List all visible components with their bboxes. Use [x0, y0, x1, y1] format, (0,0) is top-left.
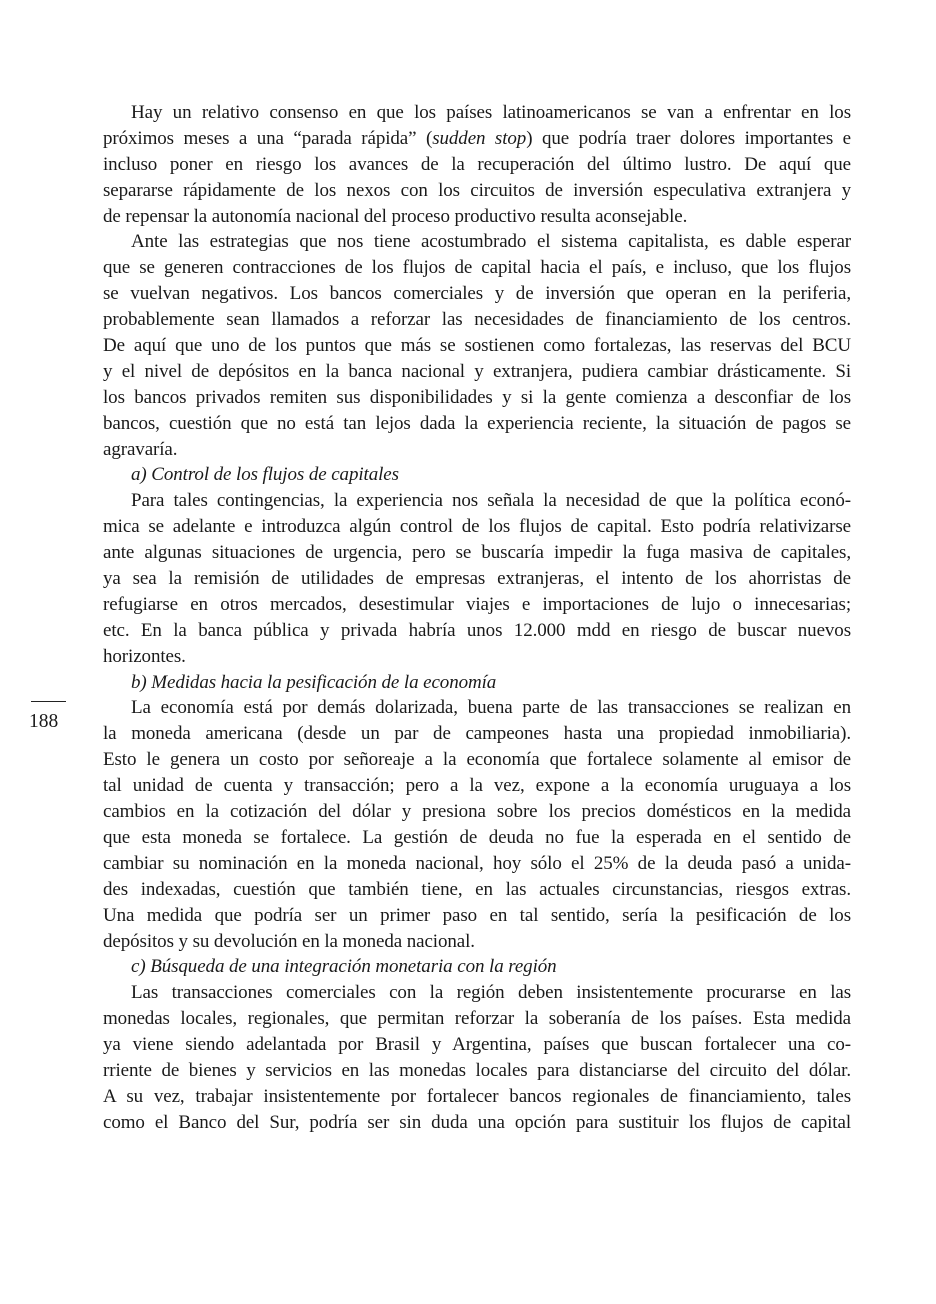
- section-a-line: horizontes.: [103, 645, 186, 667]
- section-a-line: ya sea la remisión de utilidades de empresas extranjeras, el intento de los ahorristas de: [103, 568, 851, 590]
- page-number-rule: [31, 701, 66, 702]
- section-a-line: refugiarse en otros mercados, desestimular viajes e importaciones de lujo o innecesarias;: [103, 593, 851, 615]
- section-a-heading: a) Control de los flujos de capitales: [131, 464, 399, 486]
- section-b-line: cambios en la cotización del dólar y presiona sobre los precios domésticos en la medida: [103, 801, 851, 823]
- page-number: 188: [29, 711, 59, 732]
- paragraph-2-line: los bancos privados remiten sus disponibilidades y si la gente comienza a desconfiar de los: [103, 386, 851, 408]
- body-text: [103, 100, 851, 1136]
- line-2-before: próximos meses a una “parada rápida” (: [103, 127, 433, 149]
- section-c-line: ya viene siendo adelantada por Brasil y Argentina, países que buscan fortalecer una co-: [103, 1034, 851, 1056]
- section-a-line: ante algunas situaciones de urgencia, pero se buscaría impedir la fuga masiva de capitales,: [103, 542, 851, 564]
- section-c-line: A su vez, trabajar insistentemente por fortalecer bancos regionales de financiamiento, tales: [103, 1085, 851, 1107]
- paragraph-1-line-5: de repensar la autonomía nacional del proceso productivo resulta aconsejable.: [103, 205, 688, 227]
- section-b-line: Una medida que podría ser un primer paso en tal sentido, sería la pesificación de los: [103, 904, 851, 926]
- paragraph-2-line: y el nivel de depósitos en la banca nacional y extranjera, pudiera cambiar drásticamente. Si: [103, 360, 851, 382]
- section-c-line: rriente de bienes y servicios en las monedas locales para distanciarse del circuito del dólar.: [103, 1059, 851, 1081]
- section-b-line: des indexadas, cuestión que también tiene, en las actuales circunstancias, riesgos extras.: [103, 878, 851, 900]
- paragraph-1-line-3: incluso poner en riesgo los avances de la recuperación del último lustro. De aquí que: [103, 153, 851, 175]
- paragraph-2-line: que se generen contracciones de los flujos de capital hacia el país, e incluso, que los flujos: [103, 257, 851, 279]
- sudden-stop-term: sudden stop: [432, 127, 527, 149]
- section-a-line: mica se adelante e introduzca algún control de los flujos de capital. Esto podría relativizarse: [103, 516, 851, 538]
- paragraph-1-line-1: Hay un relativo consenso en que los países latinoamericanos se van a enfrentar en los: [131, 102, 851, 123]
- line-2-after: ) que podría traer dolores importantes e: [526, 127, 852, 149]
- section-b-line: que esta moneda se fortalece. La gestión de deuda no fue la esperada en el sentido de: [103, 826, 851, 848]
- section-b-line: la moneda americana (desde un par de campeones hasta una propiedad inmobiliaria).: [103, 723, 851, 745]
- paragraph-1-line-2: [103, 126, 851, 152]
- paragraph-2-line: probablemente sean llamados a reforzar las necesidades de financiamiento de los centros.: [103, 309, 851, 331]
- section-b-line: La economía está por demás dolarizada, buena parte de las transacciones se realizan en: [131, 697, 851, 719]
- paragraph-2-line: Ante las estrategias que nos tiene acostumbrado el sistema capitalista, es dable esperar: [131, 231, 851, 253]
- section-b-line: Esto le genera un costo por señoreaje a la economía que fortalece solamente al emisor de: [103, 749, 851, 771]
- section-c-line: monedas locales, regionales, que permitan reforzar la soberanía de los países. Esta medida: [103, 1008, 851, 1030]
- section-b-line: cambiar su nominación en la moneda nacional, hoy sólo el 25% de la deuda pasó a unida-: [103, 852, 851, 874]
- paragraph-2-line: se vuelvan negativos. Los bancos comerciales y de inversión que operan en la periferia,: [103, 283, 851, 305]
- paragraph-2-line: agravaría.: [103, 438, 178, 460]
- section-a-line: Para tales contingencias, la experiencia nos señala la necesidad de que la política econó-: [131, 490, 851, 512]
- section-a-line: etc. En la banca pública y privada habría unos 12.000 mdd en riesgo de buscar nuevos: [103, 619, 851, 641]
- paragraph-1-line-4: separarse rápidamente de los nexos con los circuitos de inversión especulativa extranjera y: [103, 179, 851, 201]
- section-c-line: como el Banco del Sur, podría ser sin duda una opción para sustituir los flujos de capital: [103, 1111, 851, 1133]
- section-b-line: depósitos y su devolución en la moneda nacional.: [103, 930, 475, 952]
- section-b-heading: b) Medidas hacia la pesificación de la economía: [131, 671, 497, 693]
- section-b-line: tal unidad de cuenta y transacción; pero a la vez, expone a la economía uruguaya a los: [103, 775, 851, 797]
- section-c-heading: c) Búsqueda de una integración monetaria con la región: [131, 956, 557, 978]
- paragraph-2-line: De aquí que uno de los puntos que más se sostienen como fortalezas, las reservas del BCU: [103, 335, 851, 357]
- section-c-line: Las transacciones comerciales con la región deben insistentemente procurarse en las: [131, 982, 851, 1004]
- paragraph-2-line: bancos, cuestión que no está tan lejos dada la experiencia reciente, la situación de pagos se: [103, 412, 851, 434]
